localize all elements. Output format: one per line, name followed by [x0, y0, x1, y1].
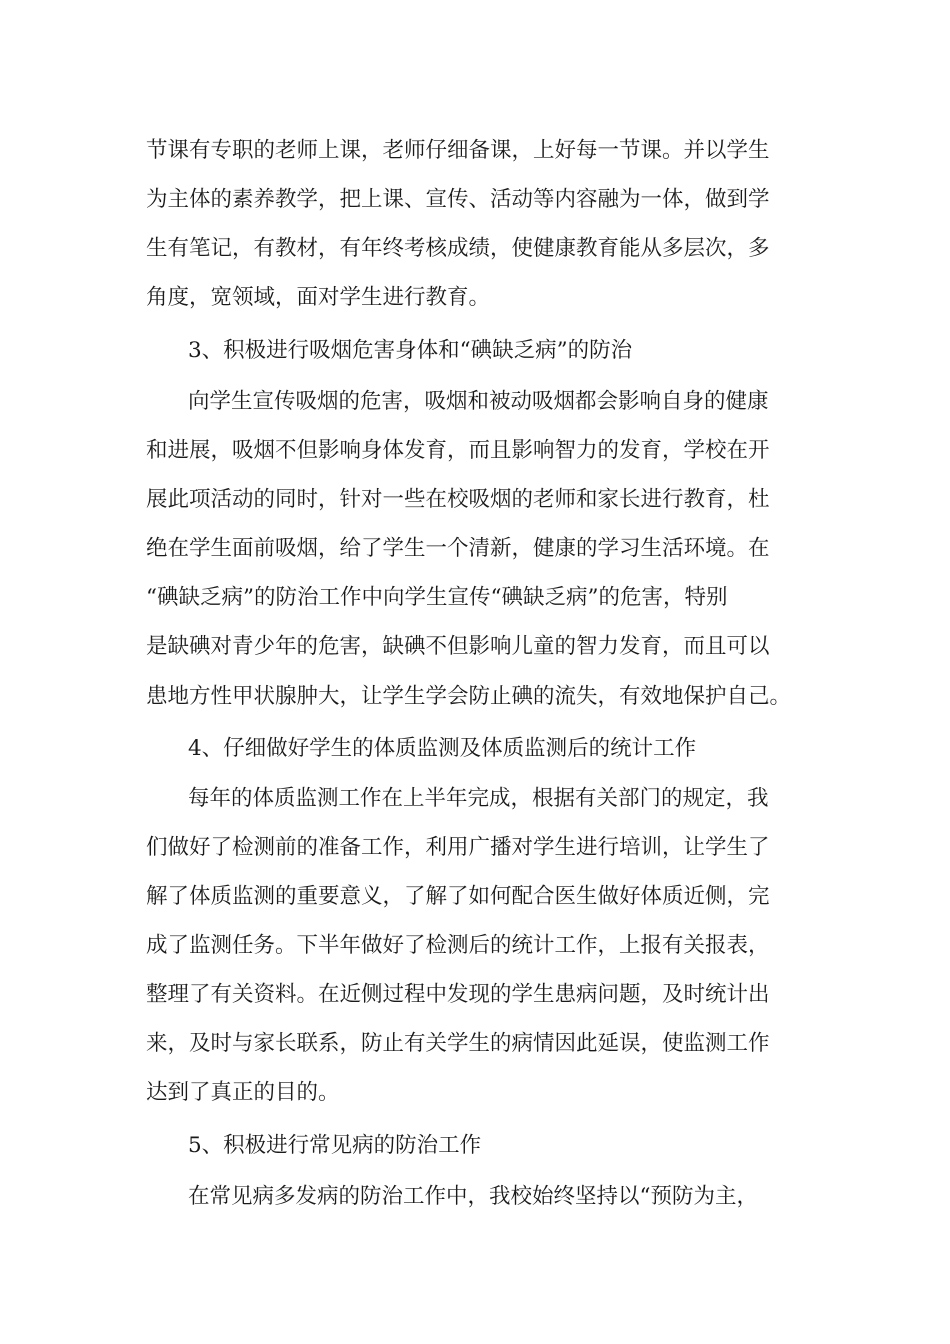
body-text-line: 达到了真正的目的。: [146, 1080, 340, 1105]
body-text-line: 来，及时与家长联系，防止有关学生的病情因此延误，使监测工作: [146, 1031, 770, 1056]
section-heading-5: 5、积极进行常见病的防治工作: [188, 1133, 482, 1158]
section-heading-4: 4、仔细做好学生的体质监测及体质监测后的统计工作: [188, 736, 697, 761]
body-text-line: 节课有专职的老师上课，老师仔细备课，上好每一节课。并以学生: [146, 138, 770, 163]
section-heading-3: 3、积极进行吸烟危害身体和“碘缺乏病”的防治: [188, 338, 633, 363]
body-text-line: “碘缺乏病”的防治工作中向学生宣传“碘缺乏病”的危害，特别: [146, 585, 728, 610]
body-text-line: 每年的体质监测工作在上半年完成，根据有关部门的规定，我: [188, 786, 769, 811]
body-text-line: 成了监测任务。下半年做好了检测后的统计工作，上报有关报表，: [146, 933, 770, 958]
body-text-line: 整理了有关资料。在近侧过程中发现的学生患病问题，及时统计出: [146, 982, 770, 1007]
body-text-line: 绝在学生面前吸烟，给了学生一个清新，健康的学习生活环境。在: [146, 536, 770, 561]
body-text-line: 生有笔记，有教材，有年终考核成绩，使健康教育能从多层次，多: [146, 236, 770, 261]
body-text-line: 为主体的素养教学，把上课、宣传、活动等内容融为一体，做到学: [146, 187, 770, 212]
body-text-line: 向学生宣传吸烟的危害，吸烟和被动吸烟都会影响自身的健康: [188, 389, 769, 414]
body-text-line: 在常见病多发病的防治工作中，我校始终坚持以“预防为主，: [188, 1184, 758, 1209]
body-text-line: 展此项活动的同时，针对一些在校吸烟的老师和家长进行教育，杜: [146, 487, 770, 512]
body-text-line: 们做好了检测前的准备工作，利用广播对学生进行培训，让学生了: [146, 835, 770, 860]
body-text-line: 是缺碘对青少年的危害，缺碘不但影响儿童的智力发育，而且可以: [146, 634, 770, 659]
body-text-line: 解了体质监测的重要意义，了解了如何配合医生做好体质近侧，完: [146, 884, 770, 909]
body-text-line: 和进展，吸烟不但影响身体发育，而且影响智力的发育，学校在开: [146, 438, 770, 463]
body-text-line: 角度，宽领域，面对学生进行教育。: [146, 285, 491, 310]
body-text-line: 患地方性甲状腺肿大，让学生学会防止碘的流失，有效地保护自己。: [146, 684, 792, 709]
